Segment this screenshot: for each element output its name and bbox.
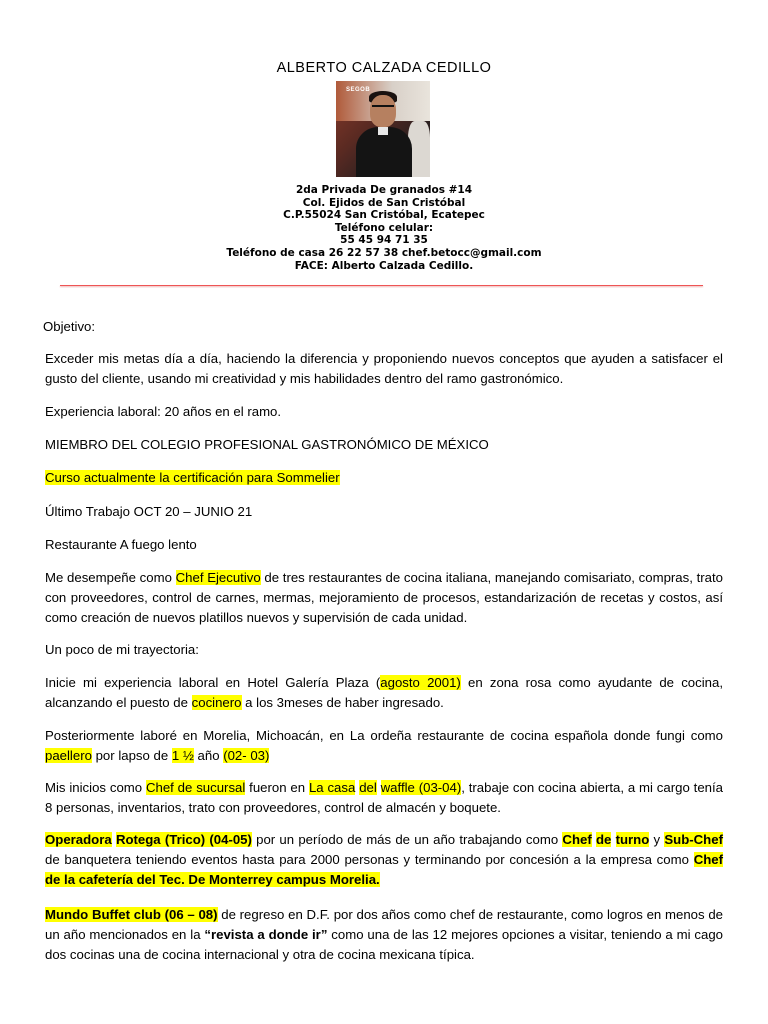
facebook-line: FACE: Alberto Calzada Cedillo. xyxy=(294,259,474,272)
candidate-name: ALBERTO CALZADA CEDILLO xyxy=(276,60,492,76)
home-phone-email: Teléfono de casa 26 22 57 38 chef.betocc@gmail.com xyxy=(226,246,542,259)
objetivo-text: Exceder mis metas día a día, haciendo la diferencia y proponiendo nuevos conceptos que ayuden a satisfacer el gusto del cliente, usando mi creatividad y mis habilidades dentro del ramo gastronómico. xyxy=(45,351,723,386)
miembro-line: MIEMBRO DEL COLEGIO PROFESIONAL GASTRONÓMICO DE MÉXICO xyxy=(45,437,489,452)
curso-line xyxy=(45,468,723,488)
desempeno-paragraph: Me desempeñe como Chef Ejecutivo de tres restaurantes de cocina italiana, manejando comisariato, compras, trato con proveedores, control de carnes, mermas, mejoramiento de procesos, estandarización de recetas y costos, así como creación de nuevos platillos nuevos y supervisión de cada unidad. xyxy=(45,570,723,625)
hotel-name: Hotel Galería Plaza xyxy=(247,675,369,690)
restaurante-line: Restaurante A fuego lento xyxy=(45,537,197,552)
ultimo-trabajo-line: Último Trabajo OCT 20 – JUNIO 21 xyxy=(45,504,253,519)
colony-line: Col. Ejidos de San Cristóbal xyxy=(302,196,466,209)
postal-line: C.P.55024 San Cristóbal, Ecatepec xyxy=(283,209,485,222)
curso-highlight: Curso actualmente la certificación para Sommelier xyxy=(45,470,340,485)
trayectoria-paragraph-5: Mundo Buffet club (06 – 08) de regreso en D.F. por dos años como chef de restaurante, como logros en menos de un año mencionados en la “revista a donde ir” como una de las 12 mejores opciones a visitar, teniendo a mi cago dos cocinas una de cocina internacional y otra de cocina mexicana típica. xyxy=(45,907,724,962)
cell-number: 55 45 94 71 35 xyxy=(340,234,428,247)
trayectoria-paragraph-3: Mis inicios como Chef de sucursal fueron en La casa del waffle (03-04), trabaje con cocina abierta, a mi cargo tenía 8 personas, inventarios, trato con proveedores, control de almacén y boquete. xyxy=(45,780,723,815)
header-divider xyxy=(60,285,703,286)
experiencia-line: Experiencia laboral: 20 años en el ramo. xyxy=(45,404,282,419)
address-line: 2da Privada De granados #14 xyxy=(295,184,473,196)
trayectoria-heading: Un poco de mi trayectoria: xyxy=(45,642,199,657)
trayectoria-paragraph-4: Operadora Rotega (Trico) (04-05) por un período de más de un año trabajando como Chef de turno y Sub-Chef de banquetera teniendo eventos hasta para 2000 personas y terminando por concesión a la empresa como Chef de la cafetería del Tec. De Monterrey campus Morelia. xyxy=(45,832,723,887)
trayectoria-paragraph-1: Inicie mi experiencia laboral en Hotel Galería Plaza (agosto 2001) en zona rosa como ayudante de cocina, alcanzando el puesto de cocinero a los 3meses de haber ingresado. xyxy=(45,675,723,710)
chef-ejecutivo-highlight: Chef Ejecutivo xyxy=(175,570,261,585)
objetivo-heading: Objetivo: xyxy=(43,319,96,334)
cell-label: Teléfono celular: xyxy=(334,221,434,234)
photo-sign: SEGOB xyxy=(346,87,371,93)
trayectoria-paragraph-2: Posteriormente laboré en Morelia, Michoacán, en La ordeña restaurante de cocina española donde fungi como paellero por lapso de 1 ½ año (02- 03) xyxy=(45,728,723,763)
contact-block xyxy=(0,184,768,272)
profile-photo xyxy=(336,81,430,177)
